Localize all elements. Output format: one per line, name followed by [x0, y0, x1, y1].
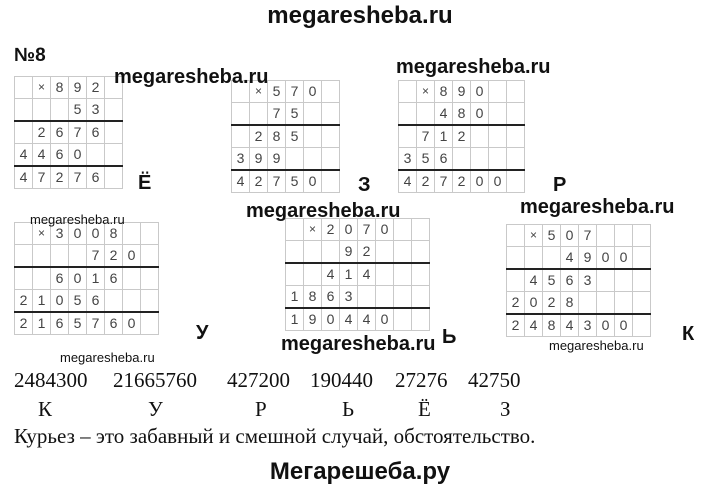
grid-cell [507, 247, 525, 270]
grid-row [15, 290, 159, 313]
grid-row [15, 99, 123, 122]
grid-cell: 0 [525, 292, 543, 315]
grid-cell: × [304, 219, 322, 241]
grid-cell: 4 [399, 170, 417, 193]
letter-soft-sign: Ь [442, 326, 457, 348]
grid-cell [507, 225, 525, 247]
grid-cell [615, 269, 633, 292]
grid-cell: × [33, 77, 51, 99]
grid-cell: 0 [123, 312, 141, 335]
grid-cell: 6 [51, 121, 69, 144]
grid-cell [123, 223, 141, 245]
grid-cell: 5 [69, 290, 87, 313]
grid-cell [489, 81, 507, 103]
grid-cell [394, 241, 412, 264]
grid-cell [232, 125, 250, 148]
grid-cell [304, 263, 322, 286]
grid-cell [322, 81, 340, 103]
grid-cell: 8 [51, 77, 69, 99]
grid-cell: 3 [579, 269, 597, 292]
grid-cell: 1 [435, 125, 453, 148]
answer-value: 21665760 [113, 368, 197, 392]
grid-cell: 2 [250, 125, 268, 148]
grid-cell [597, 269, 615, 292]
grid-cell: 9 [250, 148, 268, 171]
grid-row [507, 314, 651, 337]
grid-cell: 0 [597, 314, 615, 337]
grid-cell: 0 [615, 314, 633, 337]
grid-cell: 2 [33, 121, 51, 144]
grid-cell: 5 [286, 170, 304, 193]
multiplication-grid-u [14, 222, 159, 335]
grid-cell [489, 148, 507, 171]
grid-cell [633, 225, 651, 247]
grid-cell: 3 [232, 148, 250, 171]
grid-cell: 0 [51, 290, 69, 313]
grid-cell: 4 [15, 144, 33, 167]
grid-cell: 0 [561, 225, 579, 247]
grid-cell: 6 [51, 312, 69, 335]
grid-cell: 9 [340, 241, 358, 264]
grid-cell [507, 170, 525, 193]
answer-value: 2484300 [14, 368, 88, 392]
grid-cell [141, 290, 159, 313]
grid-cell: 6 [51, 144, 69, 167]
grid-cell: 6 [87, 290, 105, 313]
grid-cell [15, 121, 33, 144]
grid-cell: 0 [322, 308, 340, 331]
answer-letter: К [38, 397, 53, 421]
grid-cell: 6 [105, 267, 123, 290]
grid-row [399, 170, 525, 193]
grid-cell [507, 81, 525, 103]
grid-cell: 6 [322, 286, 340, 309]
grid-cell: 6 [87, 121, 105, 144]
grid-cell: 3 [399, 148, 417, 171]
multiplication-grid-r [398, 80, 525, 193]
grid-cell: 9 [579, 247, 597, 270]
grid-cell: 1 [286, 286, 304, 309]
grid-cell [141, 267, 159, 290]
grid-cell: 5 [286, 125, 304, 148]
grid-cell: 5 [543, 225, 561, 247]
footer-watermark: Мегарешеба.ру [269, 458, 451, 485]
grid-cell [579, 292, 597, 315]
grid-cell: 0 [471, 81, 489, 103]
grid-cell: 0 [340, 219, 358, 241]
grid-cell: 0 [376, 308, 394, 331]
grid-cell: 6 [435, 148, 453, 171]
grid-row [15, 245, 159, 268]
grid-cell: 7 [358, 219, 376, 241]
grid-cell [15, 245, 33, 268]
grid-cell: 7 [268, 170, 286, 193]
grid-cell [394, 286, 412, 309]
multiplication-grid-k [506, 224, 651, 337]
grid-cell [304, 125, 322, 148]
grid-cell [394, 308, 412, 331]
grid-cell [489, 125, 507, 148]
grid-row [286, 286, 430, 309]
grid-cell [105, 290, 123, 313]
grid-cell [286, 241, 304, 264]
grid-row [15, 77, 123, 99]
answer-letter: З [500, 397, 511, 421]
grid-cell [507, 269, 525, 292]
watermark: megaresheba.ru [114, 66, 269, 88]
grid-cell: 2 [322, 219, 340, 241]
grid-cell: 8 [304, 286, 322, 309]
grid-cell: 4 [322, 263, 340, 286]
grid-cell [489, 103, 507, 126]
grid-cell: 4 [435, 103, 453, 126]
grid-cell: 4 [15, 166, 33, 189]
grid-cell [412, 263, 430, 286]
watermark: megaresheba.ru [30, 212, 125, 227]
grid-cell [543, 247, 561, 270]
grid-cell: 2 [358, 241, 376, 264]
grid-cell [507, 125, 525, 148]
task-number: №8 [14, 45, 46, 66]
grid-cell: 1 [33, 290, 51, 313]
grid-cell [15, 99, 33, 122]
grid-cell: 2 [87, 77, 105, 99]
grid-cell: 1 [87, 267, 105, 290]
grid-cell [33, 267, 51, 290]
grid-cell: × [250, 81, 268, 103]
grid-cell: 2 [453, 125, 471, 148]
grid-cell: 5 [268, 81, 286, 103]
grid-cell [471, 148, 489, 171]
grid-row [286, 308, 430, 331]
answer-value: 190440 [310, 368, 373, 392]
grid-row [399, 125, 525, 148]
grid-cell: × [417, 81, 435, 103]
grid-cell [615, 292, 633, 315]
answer-value: 27276 [395, 368, 448, 392]
grid-row [399, 103, 525, 126]
grid-cell: 7 [69, 121, 87, 144]
grid-cell: 5 [286, 103, 304, 126]
grid-cell [322, 241, 340, 264]
grid-cell: 8 [268, 125, 286, 148]
grid-cell: 7 [435, 170, 453, 193]
grid-cell [633, 292, 651, 315]
grid-cell [358, 286, 376, 309]
grid-cell: 0 [471, 103, 489, 126]
grid-cell: 9 [69, 77, 87, 99]
explanation-sentence: Курьез – это забавный и смешной случай, обстоятельство. [14, 424, 536, 448]
grid-cell [399, 125, 417, 148]
grid-row [232, 103, 340, 126]
grid-cell: 7 [268, 103, 286, 126]
grid-row [286, 263, 430, 286]
grid-cell [141, 245, 159, 268]
grid-cell: 5 [69, 312, 87, 335]
grid-cell: 4 [358, 263, 376, 286]
grid-cell [51, 245, 69, 268]
grid-cell: 0 [123, 245, 141, 268]
grid-cell: 2 [543, 292, 561, 315]
answer-letter: Р [255, 397, 267, 421]
grid-cell [322, 125, 340, 148]
grid-cell: 7 [69, 166, 87, 189]
grid-cell: 5 [417, 148, 435, 171]
grid-cell: 2 [250, 170, 268, 193]
grid-cell [322, 148, 340, 171]
grid-cell: 2 [453, 170, 471, 193]
grid-row [399, 148, 525, 171]
grid-cell [525, 247, 543, 270]
grid-row [15, 267, 159, 290]
grid-cell: 4 [561, 247, 579, 270]
grid-cell [33, 99, 51, 122]
grid-cell: 8 [543, 314, 561, 337]
grid-cell: 2 [507, 314, 525, 337]
grid-cell: 7 [33, 166, 51, 189]
grid-cell [286, 148, 304, 171]
grid-cell: 7 [286, 81, 304, 103]
grid-cell: 3 [87, 99, 105, 122]
grid-cell: 8 [453, 103, 471, 126]
grid-row [15, 312, 159, 335]
grid-cell [322, 103, 340, 126]
grid-cell: 0 [471, 170, 489, 193]
grid-cell: 3 [51, 223, 69, 245]
watermark: megaresheba.ru [246, 200, 401, 222]
multiplication-grid-z [231, 80, 340, 193]
grid-cell: 0 [304, 170, 322, 193]
grid-cell: 7 [417, 125, 435, 148]
grid-cell: 6 [105, 312, 123, 335]
letter-r: Р [553, 174, 567, 196]
grid-cell: 0 [69, 267, 87, 290]
grid-cell: 6 [561, 269, 579, 292]
grid-cell: 4 [525, 269, 543, 292]
grid-row [232, 170, 340, 193]
grid-row [232, 125, 340, 148]
grid-cell: 1 [340, 263, 358, 286]
grid-row [286, 241, 430, 264]
grid-cell [15, 77, 33, 99]
grid-cell [304, 148, 322, 171]
grid-cell: × [525, 225, 543, 247]
grid-cell [69, 245, 87, 268]
grid-cell: 1 [286, 308, 304, 331]
grid-cell [250, 103, 268, 126]
grid-cell [51, 99, 69, 122]
answer-letter: У [148, 397, 163, 421]
grid-cell: 0 [615, 247, 633, 270]
watermark: megaresheba.ru [281, 333, 436, 355]
grid-cell [232, 103, 250, 126]
grid-cell: 2 [15, 290, 33, 313]
grid-cell [633, 314, 651, 337]
grid-cell: 2 [15, 312, 33, 335]
grid-cell [123, 267, 141, 290]
grid-row [232, 148, 340, 171]
grid-cell: 6 [51, 267, 69, 290]
grid-cell: 0 [69, 223, 87, 245]
grid-cell: 4 [358, 308, 376, 331]
grid-cell [141, 312, 159, 335]
grid-cell [105, 144, 123, 167]
grid-cell [123, 290, 141, 313]
grid-row [507, 292, 651, 315]
grid-cell [399, 103, 417, 126]
grid-cell [597, 292, 615, 315]
grid-cell: 4 [340, 308, 358, 331]
grid-cell [105, 121, 123, 144]
grid-cell: 7 [87, 312, 105, 335]
grid-cell: 8 [435, 81, 453, 103]
grid-cell: 2 [51, 166, 69, 189]
grid-cell [322, 170, 340, 193]
grid-cell: 0 [597, 247, 615, 270]
grid-cell: 0 [69, 144, 87, 167]
grid-row [15, 166, 123, 189]
grid-cell: 2 [507, 292, 525, 315]
watermark-top: megaresheba.ru [267, 2, 453, 29]
grid-cell [453, 148, 471, 171]
grid-cell: 3 [340, 286, 358, 309]
grid-cell: 8 [561, 292, 579, 315]
grid-cell [507, 103, 525, 126]
grid-cell: 0 [489, 170, 507, 193]
grid-row [507, 269, 651, 292]
grid-cell: 2 [417, 170, 435, 193]
multiplication-grid-soft-sign [285, 218, 430, 331]
grid-cell: 4 [525, 314, 543, 337]
grid-cell: × [33, 223, 51, 245]
grid-cell [376, 241, 394, 264]
grid-row [507, 247, 651, 270]
grid-cell: 8 [105, 223, 123, 245]
grid-cell [15, 267, 33, 290]
grid-cell: 4 [232, 170, 250, 193]
grid-cell [412, 308, 430, 331]
grid-cell: 7 [87, 245, 105, 268]
grid-cell [615, 225, 633, 247]
grid-cell: 1 [33, 312, 51, 335]
grid-cell [105, 99, 123, 122]
grid-cell: 0 [304, 81, 322, 103]
grid-cell: 5 [69, 99, 87, 122]
letter-yo: Ё [138, 172, 152, 194]
letter-u: У [196, 322, 209, 344]
grid-cell [105, 166, 123, 189]
grid-cell [376, 286, 394, 309]
grid-cell [633, 269, 651, 292]
grid-cell: 4 [33, 144, 51, 167]
grid-cell: 9 [304, 308, 322, 331]
grid-cell [399, 81, 417, 103]
grid-cell [417, 103, 435, 126]
grid-cell: 5 [543, 269, 561, 292]
answer-value: 42750 [468, 368, 521, 392]
grid-cell [304, 241, 322, 264]
answer-value: 427200 [227, 368, 290, 392]
grid-cell [376, 263, 394, 286]
watermark: megaresheba.ru [60, 350, 155, 365]
grid-cell: 3 [579, 314, 597, 337]
grid-cell: 9 [453, 81, 471, 103]
grid-row [15, 144, 123, 167]
grid-cell [33, 245, 51, 268]
watermark: megaresheba.ru [396, 56, 551, 78]
grid-cell [286, 263, 304, 286]
letter-z: З [358, 174, 371, 196]
answer-letter: Ь [342, 397, 355, 421]
answer-letter: Ё [418, 397, 431, 421]
grid-cell [507, 148, 525, 171]
grid-row [15, 121, 123, 144]
grid-cell [633, 247, 651, 270]
grid-cell [412, 286, 430, 309]
grid-cell [141, 223, 159, 245]
grid-cell [304, 103, 322, 126]
watermark: megaresheba.ru [549, 338, 644, 353]
grid-cell [471, 125, 489, 148]
grid-cell [87, 144, 105, 167]
grid-cell: 7 [579, 225, 597, 247]
grid-cell [412, 241, 430, 264]
grid-cell [412, 219, 430, 241]
grid-cell: 6 [87, 166, 105, 189]
grid-cell [394, 263, 412, 286]
letter-k: К [682, 323, 695, 345]
grid-cell: 0 [87, 223, 105, 245]
grid-row [507, 225, 651, 247]
watermark: megaresheba.ru [520, 196, 675, 218]
grid-cell: 2 [105, 245, 123, 268]
grid-cell: 0 [376, 219, 394, 241]
grid-cell: 4 [561, 314, 579, 337]
multiplication-grid-yo [14, 76, 123, 189]
grid-cell: 9 [268, 148, 286, 171]
grid-row [399, 81, 525, 103]
grid-cell [597, 225, 615, 247]
